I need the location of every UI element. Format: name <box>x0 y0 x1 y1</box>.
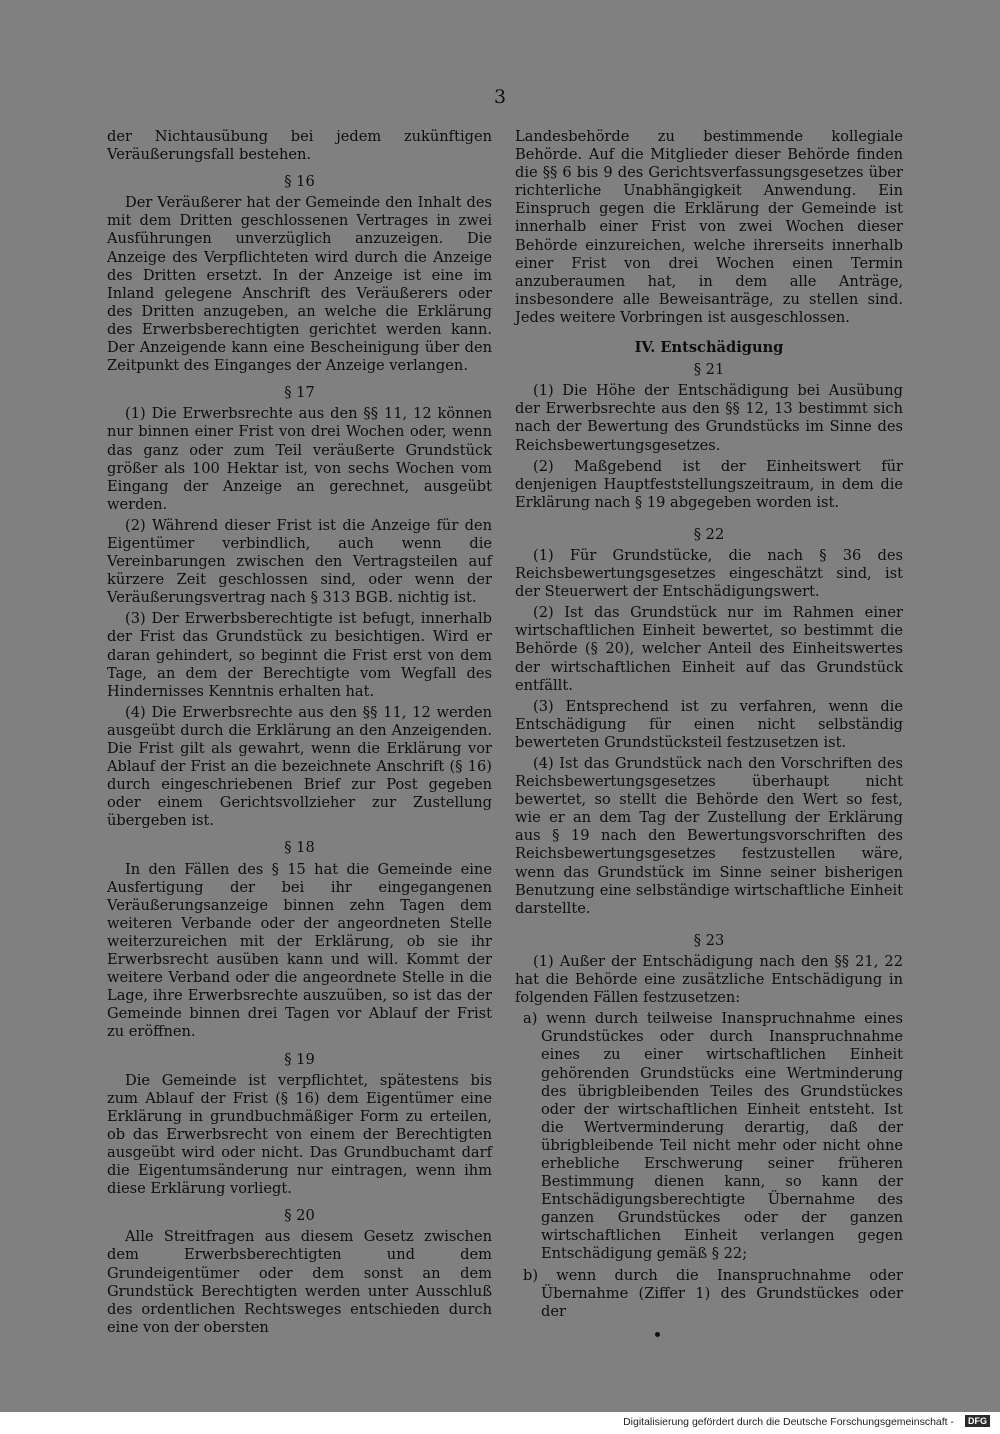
paragraph: (1) Die Höhe der Entschädigung bei Ausübung der Erwerbsrechte aus den §§ 12, 13 bestimmt sich nach der Bewertung des Grundstücks im Sinne des Reichsbewertungsgesetzes. <box>515 382 903 454</box>
section-heading: § 19 <box>284 1050 315 1068</box>
paragraph: (1) Die Erwerbsrechte aus den §§ 11, 12 können nur binnen einer Frist von drei Wochen oder, wenn das ganz oder zum Teil veräußerte Grundstück größer als 100 Hektar ist, von sechs Wochen vom Eingang der Anzeige an gerechnet, ausgeübt werden. <box>107 405 492 513</box>
printed-dot <box>655 1332 660 1337</box>
paragraph: (4) Ist das Grundstück nach den Vorschriften des Reichsbewertungsgesetzes überhaupt nicht bewertet, so stellt die Behörde den Wert so fest, wie er an dem Tag der Zustellung der Erklärung aus § 19 nach den Bewertungsvorschriften des Reichsbewertungsgesetzes festzustellen wäre, wenn das Grundstück im Sinne seiner bisherigen Benutzung eine selbständige wirtschaftliche Einheit darstellte. <box>515 755 903 917</box>
paragraph: (4) Die Erwerbsrechte aus den §§ 11, 12 werden ausgeübt durch die Erklärung an den Anzeigenden. Die Frist gilt als gewahrt, wenn die Erklärung vor Ablauf der Frist an die bezeichnete Anschrift (§ 16) durch eingeschriebenen Brief zur Post gegeben oder einem Gerichtsvollzieher zur Zustellung übergeben ist. <box>107 703 492 830</box>
section-heading: § 22 <box>693 525 725 543</box>
right-column <box>515 128 903 1324</box>
continuation-text: der Nichtausübung bei jedem zukünftigen Veräußerungsfall bestehen. <box>107 128 492 164</box>
footer-credit: Digitalisierung gefördert durch die Deutsche Forschungsgemeinschaft - <box>623 1416 954 1428</box>
section-heading: § 21 <box>693 361 725 379</box>
paragraph: Die Gemeinde ist verpflichtet, spätestens bis zum Ablauf der Frist (§ 16) dem Eigentümer eine Erklärung in grundbuchmäßiger Form zu erteilen, ob das Erwerbsrecht von einem der Berechtigten ausgeübt wird oder nicht. Das Grundbuchamt darf die Eigentumsänderung nur eintragen, wenn ihm diese Erklärung vorliegt. <box>107 1071 492 1198</box>
list-item: b) wenn durch die Inanspruchnahme oder Übernahme (Ziffer 1) des Grundstückes oder der <box>523 1266 903 1320</box>
page-number: 3 <box>493 86 507 108</box>
paragraph: Alle Streitfragen aus diesem Gesetz zwischen dem Erwerbsberechtigten und dem Grundeigentümer oder dem sonst an dem Grundstück Berechtigten werden unter Ausschluß des ordentlichen Rechtsweges entschieden durch eine von der obersten <box>107 1228 492 1336</box>
section-heading: § 23 <box>693 931 725 949</box>
section-heading: § 16 <box>284 173 315 191</box>
part-title: IV. Entschädigung <box>634 339 784 357</box>
paragraph: (3) Der Erwerbsberechtigte ist befugt, innerhalb der Frist das Grundstück zu besichtigen. Wird er daran gehindert, so beginnt die Frist erst von dem Tage, an dem der Berechtigte vom Wegfall des Hindernisses Kenntnis erhalten hat. <box>107 610 492 700</box>
paragraph: In den Fällen des § 15 hat die Gemeinde eine Ausfertigung der bei ihr eingegangenen Veräußerungsanzeige binnen zehn Tagen dem weiteren Verbande oder der angeordneten Stelle weiterzureichen mit der Erklärung, ob sie ihr Erwerbsrecht ausüben kann und will. Kommt der weitere Verband oder die angeordnete Stelle in die Lage, ihre Erwerbsrechte auszuüben, so ist das der Gemeinde binnen drei Tagen vor Ablauf der Frist zu eröffnen. <box>107 860 492 1041</box>
section-heading: § 18 <box>284 839 315 857</box>
section-heading: § 17 <box>284 384 315 402</box>
paragraph: (1) Außer der Entschädigung nach den §§ 21, 22 hat die Behörde eine zusätzliche Entschädigung in folgenden Fällen festzusetzen: <box>515 952 903 1007</box>
paragraph: (2) Ist das Grundstück nur im Rahmen einer wirtschaftlichen Einheit bewertet, so bestimmt die Behörde (§ 20), welcher Anteil des Einheitswertes der wirtschaftlichen Einheit auf das Grundstück entfällt. <box>515 604 903 694</box>
paragraph: Der Veräußerer hat der Gemeinde den Inhalt des mit dem Dritten geschlossenen Vertrages in zwei Ausführungen unverzüglich anzuzeigen. Die Anzeige des Verpflichteten wird durch die Anzeige des Dritten ersetzt. In der Anzeige ist eine im Inland gelegene Anschrift des Veräußerers oder des Dritten anzugeben, an welche die Erklärung des Erwerbsberechtigten gerichtet werden kann. Der Anzeigende kann eine Bescheinigung über den Zeitpunkt des Einganges der Anzeige verlangen. <box>107 194 492 375</box>
section-heading: § 20 <box>284 1207 315 1225</box>
left-column <box>107 128 492 1340</box>
continuation-text: Landesbehörde zu bestimmende kollegiale Behörde. Auf die Mitglieder dieser Behörde finden die §§ 6 bis 9 des Gerichtsverfassungsgesetzes über richterliche Unabhängigkeit Anwendung. Ein Einspruch gegen die Erklärung der Gemeinde ist innerhalb einer Frist von zwei Wochen dieser Behörde einzureichen, welche ihrerseits innerhalb einer Frist von drei Wochen einen Termin anzuberaumen hat, in dem alle Anträge, insbesondere alle Beweisanträge, zu stellen sind. Jedes weitere Vorbringen ist ausgeschlossen. <box>515 128 903 326</box>
paragraph: (2) Während dieser Frist ist die Anzeige für den Eigentümer verbindlich, auch wenn die Vereinbarungen zwischen den Vertragsteilen auf kürzere Zeit geschlossen sind, oder wenn der Veräußerungsvertrag nach § 313 BGB. nichtig ist. <box>107 516 492 607</box>
list-item: a) wenn durch teilweise Inanspruchnahme eines Grundstückes oder durch Inanspruchnahme eines zu einer wirtschaftlichen Einheit gehörenden Grundstücks eine Wertminderung des übrigbleibenden Teiles des Grundstückes oder der wirtschaftlichen Einheit entsteht. Ist die Wertverminderung derartig, daß der übrigbleibende Teil nicht mehr oder nicht ohne erhebliche Erschwerung seiner früheren Bestimmung dienen kann, so kann der Entschädigungsberechtigte Übernahme des ganzen Grundstückes oder der ganzen wirtschaftlichen Einheit verlangen gegen Entschädigung gemäß § 22; <box>523 1010 903 1263</box>
footer-bar <box>0 1412 1000 1434</box>
dfg-logo: DFG <box>965 1415 990 1427</box>
paragraph: (2) Maßgebend ist der Einheitswert für denjenigen Hauptfeststellungszeitraum, in dem die Erklärung nach § 19 abgegeben worden ist. <box>515 457 903 511</box>
paragraph: (1) Für Grundstücke, die nach § 36 des Reichsbewertungsgesetzes eingeschätzt sind, ist der Steuerwert der Entschädigungswert. <box>515 546 903 601</box>
paragraph: (3) Entsprechend ist zu verfahren, wenn die Entschädigung für einen nicht selbständig bewerteten Grundstücksteil festzusetzen ist. <box>515 697 903 751</box>
